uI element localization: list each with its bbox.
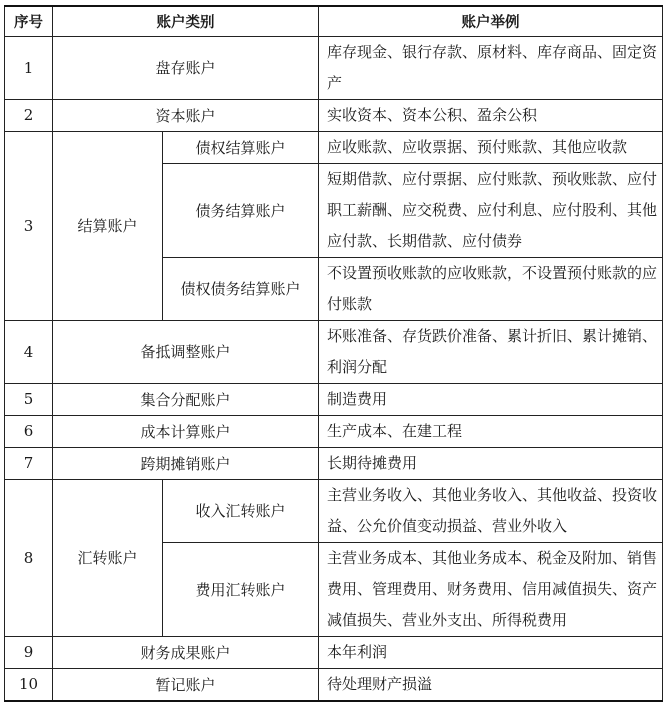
- row-subcategory: 债权债务结算账户: [163, 257, 319, 320]
- row-seq: 1: [5, 36, 53, 99]
- row-category: 备抵调整账户: [53, 320, 319, 383]
- row-seq: 10: [5, 668, 53, 701]
- row-category: 成本计算账户: [53, 415, 319, 447]
- row-category: 盘存账户: [53, 36, 319, 99]
- table-row: [5, 131, 663, 163]
- table-row: [5, 415, 663, 447]
- row-category: 结算账户: [53, 131, 163, 320]
- row-examples: 应收账款、应收票据、预付账款、其他应收款: [319, 131, 663, 163]
- row-seq: 8: [5, 479, 53, 636]
- row-seq: 2: [5, 99, 53, 131]
- row-examples: 本年利润: [319, 636, 663, 668]
- table-row: [5, 447, 663, 479]
- header-examples: 账户举例: [319, 6, 663, 36]
- header-seq: 序号: [5, 6, 53, 36]
- row-subcategory: 收入汇转账户: [163, 479, 319, 542]
- row-examples: 主营业务收入、其他业务收入、其他收益、投资收益、公允价值变动损益、营业外收入: [319, 479, 663, 542]
- row-subcategory: 债权结算账户: [163, 131, 319, 163]
- row-examples: 长期待摊费用: [319, 447, 663, 479]
- row-seq: 7: [5, 447, 53, 479]
- row-examples: 生产成本、在建工程: [319, 415, 663, 447]
- row-category: 集合分配账户: [53, 383, 319, 415]
- table-row: [5, 99, 663, 131]
- row-seq: 3: [5, 131, 53, 320]
- table-row: [5, 636, 663, 668]
- row-subcategory: 债务结算账户: [163, 163, 319, 257]
- row-examples: 待处理财产损溢: [319, 668, 663, 701]
- row-category: 资本账户: [53, 99, 319, 131]
- table-row: [5, 320, 663, 383]
- row-subcategory: 费用汇转账户: [163, 542, 319, 636]
- row-category: 暂记账户: [53, 668, 319, 701]
- row-examples: 库存现金、银行存款、原材料、库存商品、固定资产: [319, 36, 663, 99]
- row-examples: 短期借款、应付票据、应付账款、预收账款、应付职工薪酬、应交税费、应付利息、应付股利、其他应付款、长期借款、应付债券: [319, 163, 663, 257]
- account-classification-table: [4, 5, 663, 702]
- row-examples: 不设置预收账款的应收账款，不设置预付账款的应付账款: [319, 257, 663, 320]
- table-row: [5, 479, 663, 542]
- row-examples: 坏账准备、存货跌价准备、累计折旧、累计摊销、利润分配: [319, 320, 663, 383]
- row-seq: 9: [5, 636, 53, 668]
- row-examples: 主营业务成本、其他业务成本、税金及附加、销售费用、管理费用、财务费用、信用减值损失、资产减值损失、营业外支出、所得税费用: [319, 542, 663, 636]
- row-examples: 实收资本、资本公积、盈余公积: [319, 99, 663, 131]
- header-row: [5, 6, 663, 36]
- table-row: [5, 383, 663, 415]
- table-row: [5, 668, 663, 701]
- row-category: 汇转账户: [53, 479, 163, 636]
- row-seq: 4: [5, 320, 53, 383]
- header-category: 账户类别: [53, 6, 319, 36]
- table-row: [5, 36, 663, 99]
- row-category: 跨期摊销账户: [53, 447, 319, 479]
- row-examples: 制造费用: [319, 383, 663, 415]
- row-seq: 5: [5, 383, 53, 415]
- row-category: 财务成果账户: [53, 636, 319, 668]
- row-seq: 6: [5, 415, 53, 447]
